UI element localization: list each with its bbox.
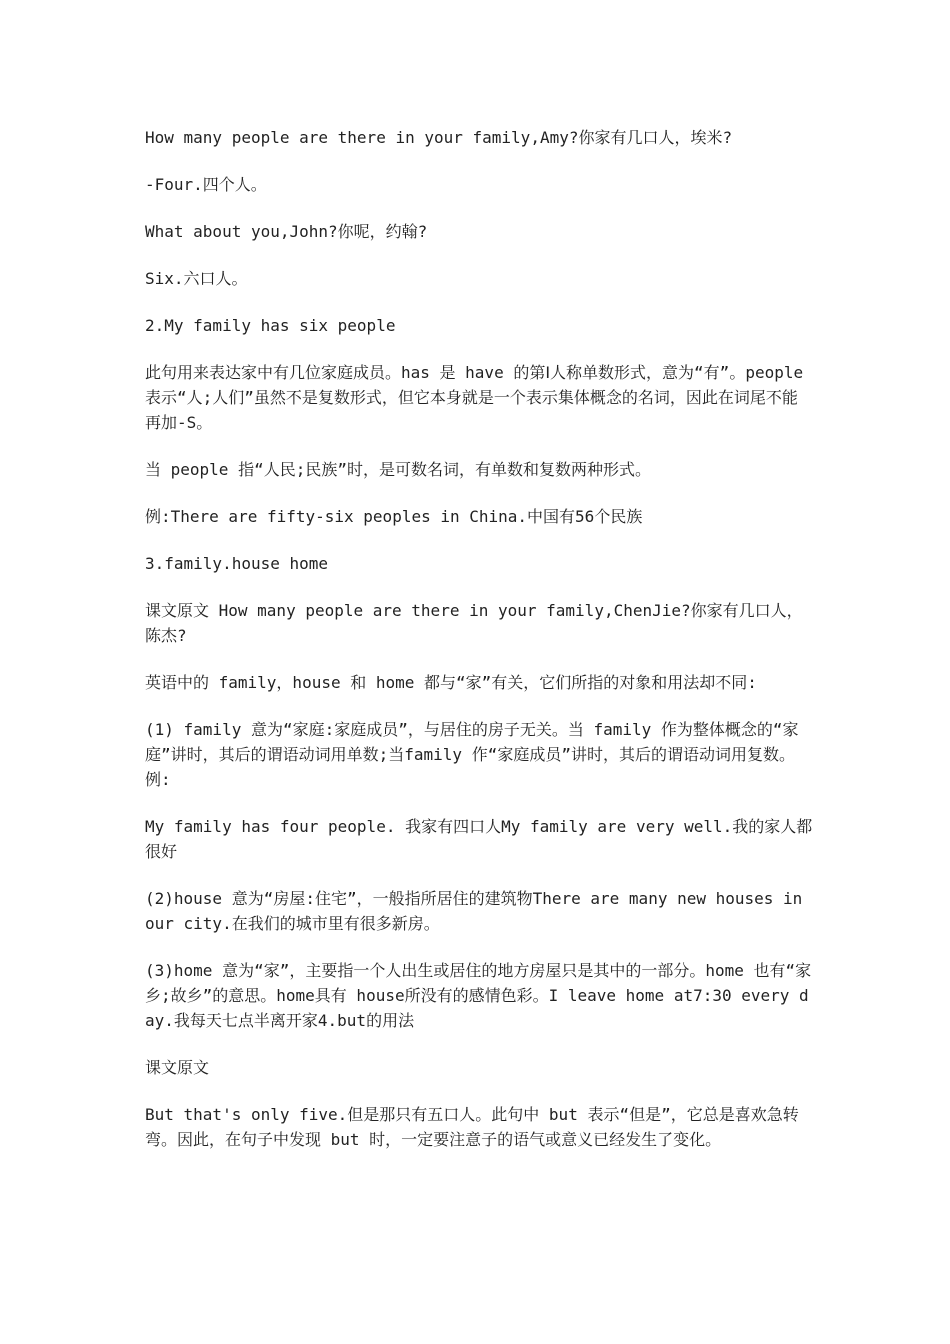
document-body <box>145 125 813 1174</box>
paragraph: What about you,John?你呢，约翰? <box>145 222 428 241</box>
paragraph: 英语中的 family，house 和 home 都与“家”有关，它们所指的对象和用法却不同: <box>145 673 757 692</box>
paragraph: How many people are there in your family,Amy?你家有几口人，埃米? <box>145 128 733 147</box>
paragraph: My family has four people. 我家有四口人My family are very well.我的家人都很好 <box>145 817 813 861</box>
paragraph: (2)house 意为“房屋:住宅”，一般指所居住的建筑物There are many new houses in our city.在我们的城市里有很多新房。 <box>145 889 803 933</box>
paragraph: But that's only five.但是那只有五口人。此句中 but 表示“但是”，它总是喜欢急转弯。因此，在句子中发现 but 时，一定要注意子的语气或意义已经发生了变化。 <box>145 1105 799 1149</box>
paragraph: (3)home 意为“家”，主要指一个人出生或居住的地方房屋只是其中的一部分。home 也有“家乡;故乡”的意思。home具有 house所没有的感情色彩。I leave home at7:30 every day.我每天七点半离开家4.but的用法 <box>145 961 812 1030</box>
section-heading: 2.My family has six people <box>145 316 396 335</box>
paragraph: -Four.四个人。 <box>145 175 267 194</box>
paragraph: 课文原文 How many people are there in your family,ChenJie?你家有几口人，陈杰? <box>145 601 803 645</box>
paragraph: Six.六口人。 <box>145 269 248 288</box>
section-heading: 3.family.house home <box>145 554 329 573</box>
paragraph: (1) family 意为“家庭:家庭成员”，与居住的房子无关。当 family 作为整体概念的“家庭”讲时，其后的谓语动词用单数;当family 作“家庭成员”讲时，其后的谓语动词用复数。例: <box>145 720 799 789</box>
paragraph: 当 people 指“人民;民族”时，是可数名词，有单数和复数两种形式。 <box>145 460 651 479</box>
paragraph: 例:There are fifty-six peoples in China.中国有56个民族 <box>145 507 643 526</box>
paragraph: 此句用来表达家中有几位家庭成员。has 是 have 的第Ⅰ人称单数形式，意为“有”。people 表示“人;人们”虽然不是复数形式，但它本身就是一个表示集体概念的名词，因此在词尾不能再加-S。 <box>145 363 804 432</box>
paragraph: 课文原文 <box>145 1058 210 1077</box>
